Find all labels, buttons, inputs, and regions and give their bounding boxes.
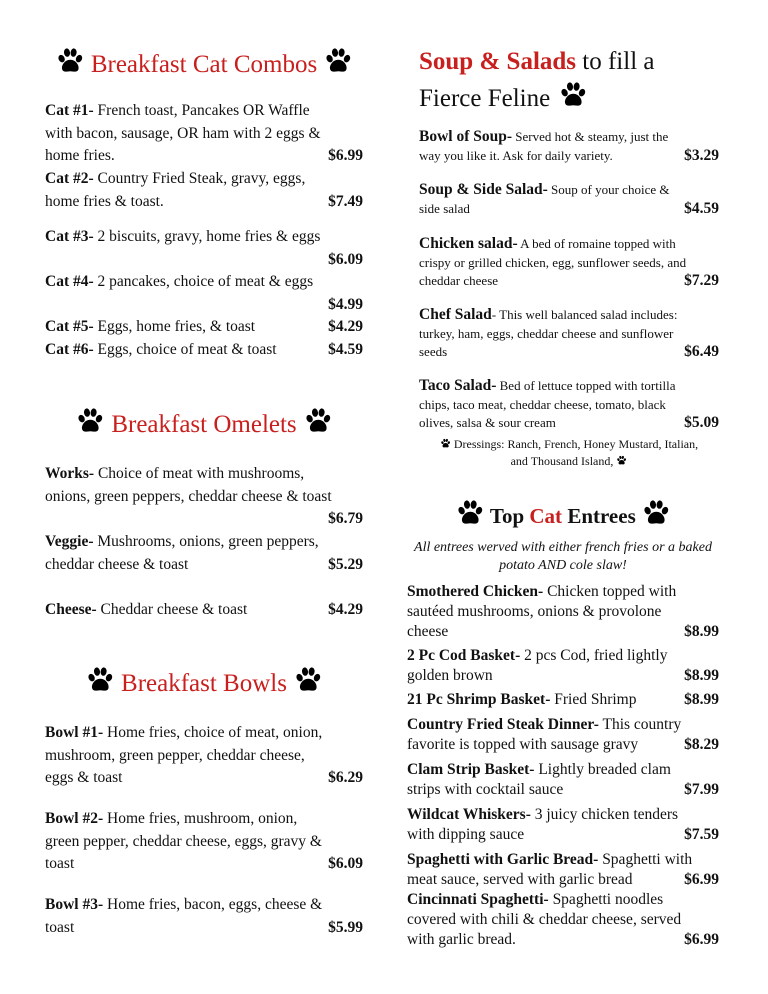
item-desc: 2 pancakes, choice of meat & eggs: [93, 273, 314, 290]
item-desc: chips, taco meat, cheddar cheese, tomato, black: [419, 396, 666, 412]
item-desc: - This well balanced salad includes:: [491, 307, 678, 322]
item-desc: 2 pcs Cod, fried lightly: [520, 647, 668, 664]
item-price: $7.49: [328, 192, 363, 210]
item-desc: meat sauce, served with garlic bread: [407, 871, 633, 888]
item-desc: crispy or grilled chicken, egg, sunflower seeds, and: [419, 254, 687, 270]
item-name: Soup & Side Salad-: [419, 181, 548, 198]
paw-print-icon: [455, 498, 485, 528]
menu-item-spaghetti-garlic: [407, 850, 719, 890]
menu-item-chicken-salad: [419, 235, 719, 291]
menu-item-cincinnati-spaghetti: [407, 890, 719, 950]
item-desc: seeds: [419, 344, 448, 359]
entrees-title-b: Entrees: [562, 504, 636, 528]
item-price: $6.49: [684, 343, 719, 360]
dressings-line: and Thousand Island,: [510, 454, 617, 468]
item-name: Spaghetti with Garlic Bread-: [407, 851, 599, 868]
soups-title-red: Soup & Salads: [419, 48, 577, 75]
item-name: Taco Salad-: [419, 377, 497, 394]
item-desc: onions, green peppers, cheddar cheese & toast: [45, 487, 332, 505]
item-desc: Eggs, choice of meat & toast: [93, 341, 277, 358]
menu-item-bowl-3: [45, 894, 363, 939]
item-desc: sautéed mushrooms, onions & provolone: [407, 603, 662, 620]
item-name: Smothered Chicken-: [407, 583, 544, 600]
omelets-title: Breakfast Omelets: [111, 411, 297, 438]
item-desc: Spaghetti noodles: [548, 891, 664, 908]
item-price: $4.29: [328, 318, 363, 335]
menu-item-taco-salad: [419, 377, 719, 433]
item-desc: eggs & toast: [45, 769, 123, 786]
item-desc: favorite is topped with sausage gravy: [407, 736, 639, 753]
menu-item-smothered-chicken: [407, 582, 719, 642]
item-price: $6.99: [684, 871, 719, 888]
item-name: Bowl #2-: [45, 810, 104, 827]
item-desc: This country: [598, 716, 682, 733]
item-name: Cat #2-: [45, 170, 94, 187]
item-price: $4.59: [328, 341, 363, 358]
item-price: $4.99: [328, 295, 363, 313]
item-name: Cat #1-: [45, 102, 94, 119]
item-price: $6.99: [328, 147, 363, 164]
item-price: $4.29: [328, 601, 363, 618]
menu-item-wildcat-whiskers: [407, 805, 719, 845]
item-desc: 2 biscuits, gravy, home fries & eggs: [93, 228, 321, 245]
paw-print-icon: [558, 80, 588, 110]
item-desc: Spaghetti with: [598, 851, 693, 868]
soups-title-rest: to fill a: [576, 48, 655, 75]
item-name: 21 Pc Shrimp Basket-: [407, 691, 551, 708]
menu-item-chef-salad: [419, 306, 719, 362]
item-price: $8.99: [684, 623, 719, 640]
item-name: Chef Salad: [419, 306, 492, 323]
entrees-note-line: All entrees werved with either french fries or a baked: [414, 540, 712, 555]
paw-print-icon: [440, 438, 451, 449]
item-name: Veggie-: [45, 533, 94, 550]
item-desc: turkey, ham, eggs, cheddar cheese and sunflower: [419, 325, 674, 341]
paw-print-icon: [75, 406, 105, 436]
item-price: $7.59: [684, 826, 719, 843]
item-desc: 3 juicy chicken tenders: [530, 806, 679, 823]
item-name: Bowl #1-: [45, 724, 104, 741]
item-desc: French toast, Pancakes OR Waffle: [93, 102, 310, 119]
item-price: $4.59: [684, 199, 719, 217]
item-desc: Cheddar cheese & toast: [96, 601, 248, 618]
dressings-note: [419, 436, 719, 470]
item-price: $6.99: [684, 931, 719, 948]
menu-item-cat-1: [45, 100, 363, 168]
menu-item-country-fried-steak: [407, 715, 719, 755]
menu-item-clam-strip: [407, 760, 719, 800]
menu-item-cat-6: [45, 339, 363, 362]
item-name: Wildcat Whiskers-: [407, 806, 531, 823]
paw-print-icon: [55, 46, 85, 76]
menu-item-soup-side-salad: [419, 181, 719, 218]
item-desc: Home fries, bacon, eggs, cheese &: [103, 896, 323, 913]
item-desc: green pepper, cheddar cheese, eggs, gravy &: [45, 832, 322, 850]
paw-print-icon: [323, 46, 353, 76]
item-desc: Country Fried Steak, gravy, eggs,: [93, 170, 306, 187]
item-desc: with bacon, sausage, OR ham with 2 eggs &: [45, 124, 321, 142]
item-desc: golden brown: [407, 667, 493, 684]
menu-item-cat-5: [45, 316, 363, 339]
item-name: Bowl #3-: [45, 896, 104, 913]
item-price: $5.99: [328, 918, 363, 936]
item-desc: way you like it. Ask for daily variety.: [419, 147, 613, 163]
item-desc: with dipping sauce: [407, 826, 525, 843]
menu-item-bowl-of-soup: [419, 128, 719, 165]
item-price: $3.29: [684, 146, 719, 164]
item-name: Country Fried Steak Dinner-: [407, 716, 599, 733]
item-desc: side salad: [419, 200, 470, 216]
item-price: $8.99: [684, 691, 719, 708]
item-name: Bowl of Soup-: [419, 128, 513, 145]
item-desc: toast: [45, 918, 75, 936]
item-name: Works-: [45, 465, 95, 482]
item-desc: mushroom, green pepper, cheddar cheese,: [45, 746, 305, 764]
item-desc: with garlic bread.: [407, 931, 516, 948]
item-name: Cat #3-: [45, 228, 94, 245]
menu-item-cod-basket: [407, 646, 719, 686]
bowls-heading: [45, 665, 363, 698]
item-desc: Fried Shrimp: [550, 691, 637, 708]
menu-item-works: [45, 463, 363, 531]
menu-item-cat-3: [45, 226, 363, 271]
menu-item-cheese: [45, 599, 363, 622]
item-desc: strips with cocktail sauce: [407, 781, 564, 798]
item-price: $6.09: [328, 855, 363, 872]
item-price: $6.79: [328, 510, 363, 527]
item-price: $6.29: [328, 769, 363, 786]
item-name: Cincinnati Spaghetti-: [407, 891, 549, 908]
item-desc: Served hot & steamy, just the: [512, 129, 669, 144]
item-desc: Mushrooms, onions, green peppers,: [93, 533, 319, 550]
combos-heading: [45, 46, 363, 79]
menu-item-cat-4: [45, 271, 363, 316]
entrees-title-red: Cat: [529, 504, 563, 528]
soups-heading: [419, 44, 719, 117]
item-name: Chicken salad-: [419, 235, 518, 252]
item-desc: olives, salsa & sour cream: [419, 415, 556, 430]
item-name: Cheese-: [45, 601, 97, 618]
item-price: $6.09: [328, 250, 363, 268]
item-price: $5.29: [328, 555, 363, 573]
item-price: $7.29: [684, 272, 719, 289]
bowls-title: Breakfast Bowls: [121, 670, 287, 697]
item-desc: home fries & toast.: [45, 192, 164, 210]
item-desc: A bed of romaine topped with: [517, 236, 676, 251]
item-desc: cheddar cheese & toast: [45, 555, 189, 573]
item-desc: home fries.: [45, 147, 115, 164]
item-price: $7.99: [684, 781, 719, 798]
item-desc: Lightly breaded clam: [534, 761, 671, 778]
item-desc: Choice of meat with mushrooms,: [94, 465, 305, 482]
item-name: Cat #5-: [45, 318, 94, 335]
paw-print-icon: [641, 498, 671, 528]
item-price: $8.99: [684, 667, 719, 684]
item-name: Cat #6-: [45, 341, 94, 358]
item-name: Cat #4-: [45, 273, 94, 290]
dressings-line: Dressings: Ranch, French, Honey Mustard, Italian,: [450, 437, 699, 451]
soups-title-rest: Fierce Feline: [419, 85, 551, 112]
item-desc: toast: [45, 855, 75, 872]
combos-title: Breakfast Cat Combos: [90, 51, 318, 78]
item-desc: cheddar cheese: [419, 273, 499, 288]
paw-print-icon: [293, 665, 323, 695]
item-price: $5.09: [684, 414, 719, 431]
menu-item-cat-2: [45, 168, 363, 213]
item-desc: covered with chili & cheddar cheese, served: [407, 911, 682, 928]
paw-print-icon: [85, 665, 115, 695]
omelets-heading: [45, 406, 363, 439]
item-price: $8.29: [684, 736, 719, 753]
item-desc: cheese: [407, 623, 449, 640]
item-desc: Soup of your choice &: [547, 182, 670, 197]
entrees-heading: [407, 498, 719, 529]
entrees-title-a: Top: [489, 504, 530, 528]
paw-print-icon: [303, 406, 333, 436]
item-name: Clam Strip Basket-: [407, 761, 535, 778]
item-desc: Home fries, mushroom, onion,: [103, 810, 298, 827]
menu-item-bowl-2: [45, 808, 363, 876]
menu-item-shrimp-basket: [407, 690, 719, 710]
item-desc: Bed of lettuce topped with tortilla: [496, 378, 676, 393]
item-name: 2 Pc Cod Basket-: [407, 647, 521, 664]
item-desc: Home fries, choice of meat, onion,: [103, 724, 323, 741]
menu-item-veggie: [45, 531, 363, 576]
entrees-note-line: potato AND cole slaw!: [499, 558, 627, 573]
paw-print-icon: [616, 455, 627, 466]
item-desc: Chicken topped with: [543, 583, 677, 600]
entrees-note: [407, 539, 719, 575]
menu-item-bowl-1: [45, 722, 363, 790]
item-desc: Eggs, home fries, & toast: [93, 318, 256, 335]
